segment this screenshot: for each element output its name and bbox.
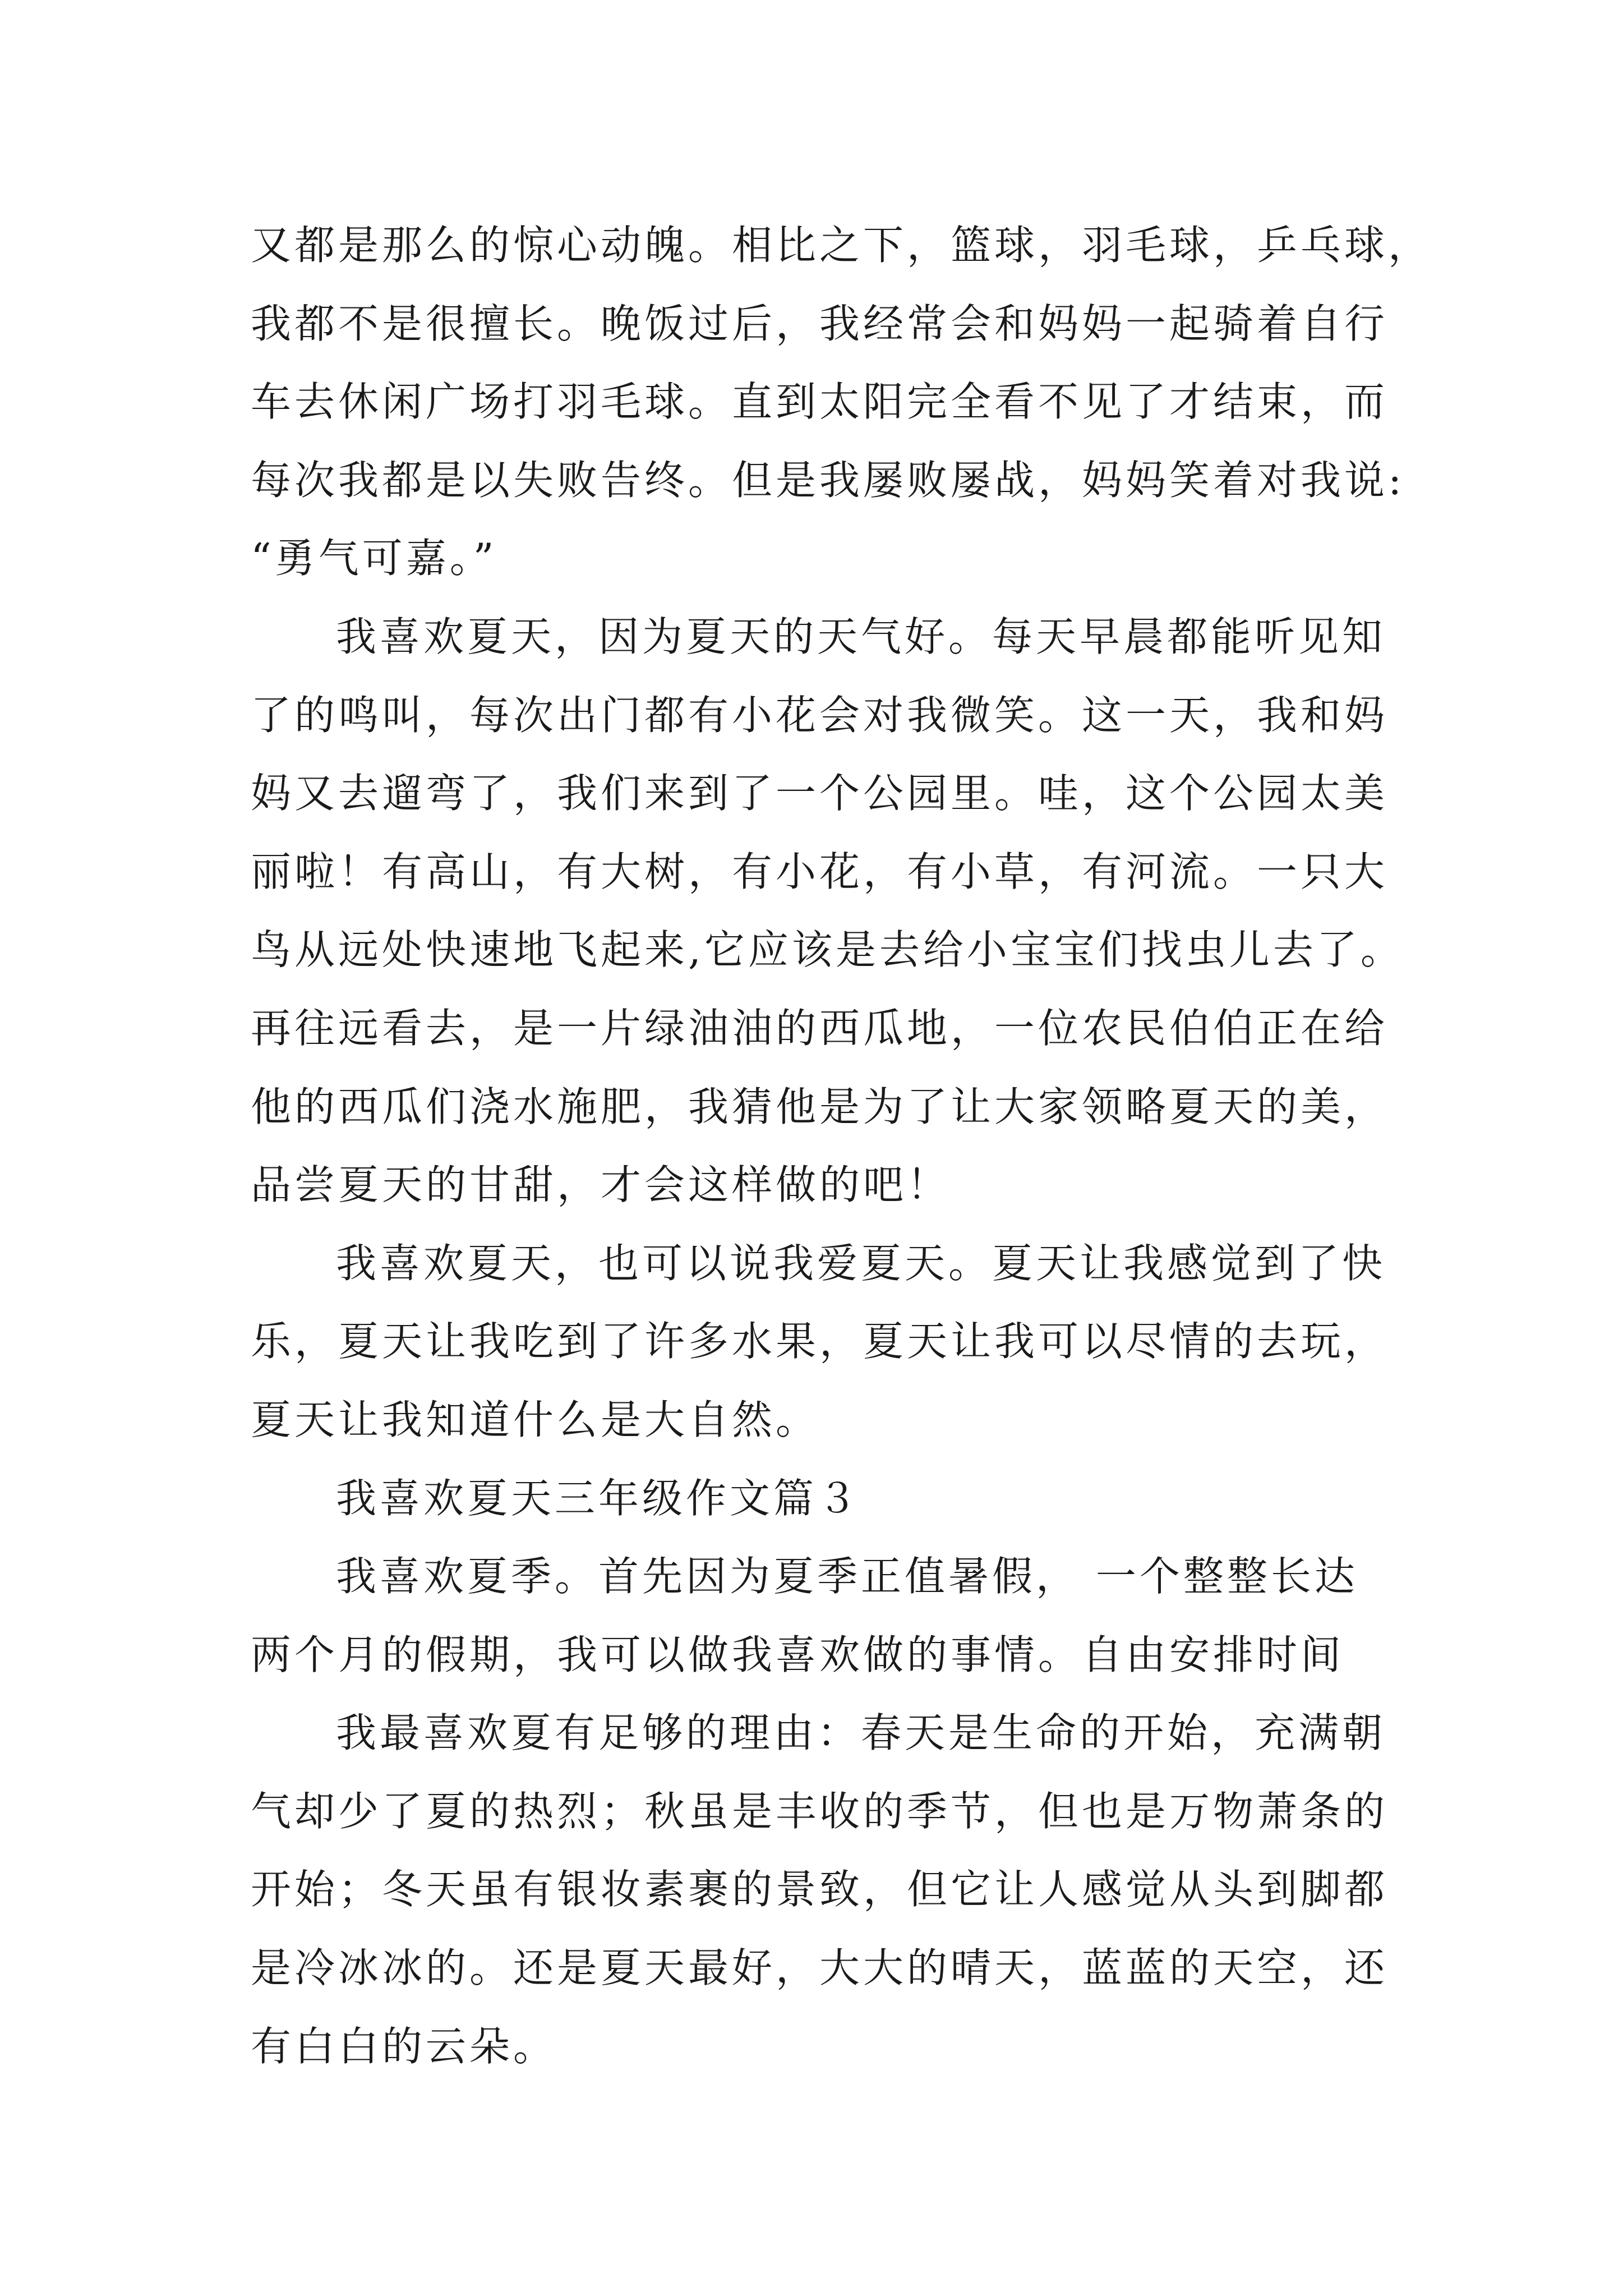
text-line: 品尝夏天的甘甜，才会这样做的吧！ xyxy=(251,1161,951,1209)
essay-body xyxy=(251,206,1432,2086)
text-line: 又都是那么的惊心动魄。相比之下，篮球，羽毛球，乒乓球， xyxy=(251,222,1432,269)
paragraph-first-line: 我最喜欢夏有足够的理由：春天是生命的开始，充满朝 xyxy=(336,1709,1386,1757)
text-line: 再往远看去，是一片绿油油的西瓜地，一位农民伯伯正在给 xyxy=(251,1004,1389,1052)
text-line: 夏天让我知道什么是大自然。 xyxy=(251,1396,820,1443)
paragraph-first-line: 我喜欢夏季。首先因为夏季正值暑假， 一个整整长达 xyxy=(336,1553,1358,1600)
text-line: “勇气可嘉。” xyxy=(251,535,497,582)
section-heading: 我喜欢夏天三年级作文篇３ xyxy=(336,1474,861,1522)
text-line: 我都不是很擅长。晚饭过后，我经常会和妈妈一起骑着自行 xyxy=(251,300,1389,347)
paragraph-first-line: 我喜欢夏天，因为夏天的天气好。每天早晨都能听见知 xyxy=(336,613,1386,660)
text-line: 开始；冬天虽有银妆素裹的景致，但它让人感觉从头到脚都 xyxy=(251,1866,1389,1913)
text-line: 气却少了夏的热烈；秋虽是丰收的季节，但也是万物萧条的 xyxy=(251,1787,1389,1835)
text-line: 每次我都是以失败告终。但是我屡败屡战，妈妈笑着对我说: xyxy=(251,456,1405,504)
text-line: 乐，夏天让我吃到了许多水果，夏天让我可以尽情的去玩， xyxy=(251,1318,1389,1365)
text-line: 是冷冰冰的。还是夏天最好，大大的晴天，蓝蓝的天空，还 xyxy=(251,1944,1389,1992)
text-line: 了的鸣叫，每次出门都有小花会对我微笑。这一天，我和妈 xyxy=(251,691,1389,739)
text-line: 他的西瓜们浇水施肥，我猜他是为了让大家领略夏天的美， xyxy=(251,1083,1389,1130)
paragraph-first-line: 我喜欢夏天，也可以说我爱夏天。夏天让我感觉到了快 xyxy=(336,1239,1386,1287)
text-line: 车去休闲广场打羽毛球。直到太阳完全看不见了才结束，而 xyxy=(251,378,1389,426)
text-line: 有白白的云朵。 xyxy=(251,2022,557,2070)
text-line: 两个月的假期，我可以做我喜欢做的事情。自由安排时间 xyxy=(251,1631,1345,1678)
text-line: 丽啦！有高山，有大树，有小花，有小草，有河流。一只大 xyxy=(251,848,1389,895)
text-line: 妈又去遛弯了，我们来到了一个公园里。哇，这个公园太美 xyxy=(251,770,1389,817)
text-line: 鸟从远处快速地飞起来,它应该是去给小宝宝们找虫儿去了。 xyxy=(251,926,1404,974)
